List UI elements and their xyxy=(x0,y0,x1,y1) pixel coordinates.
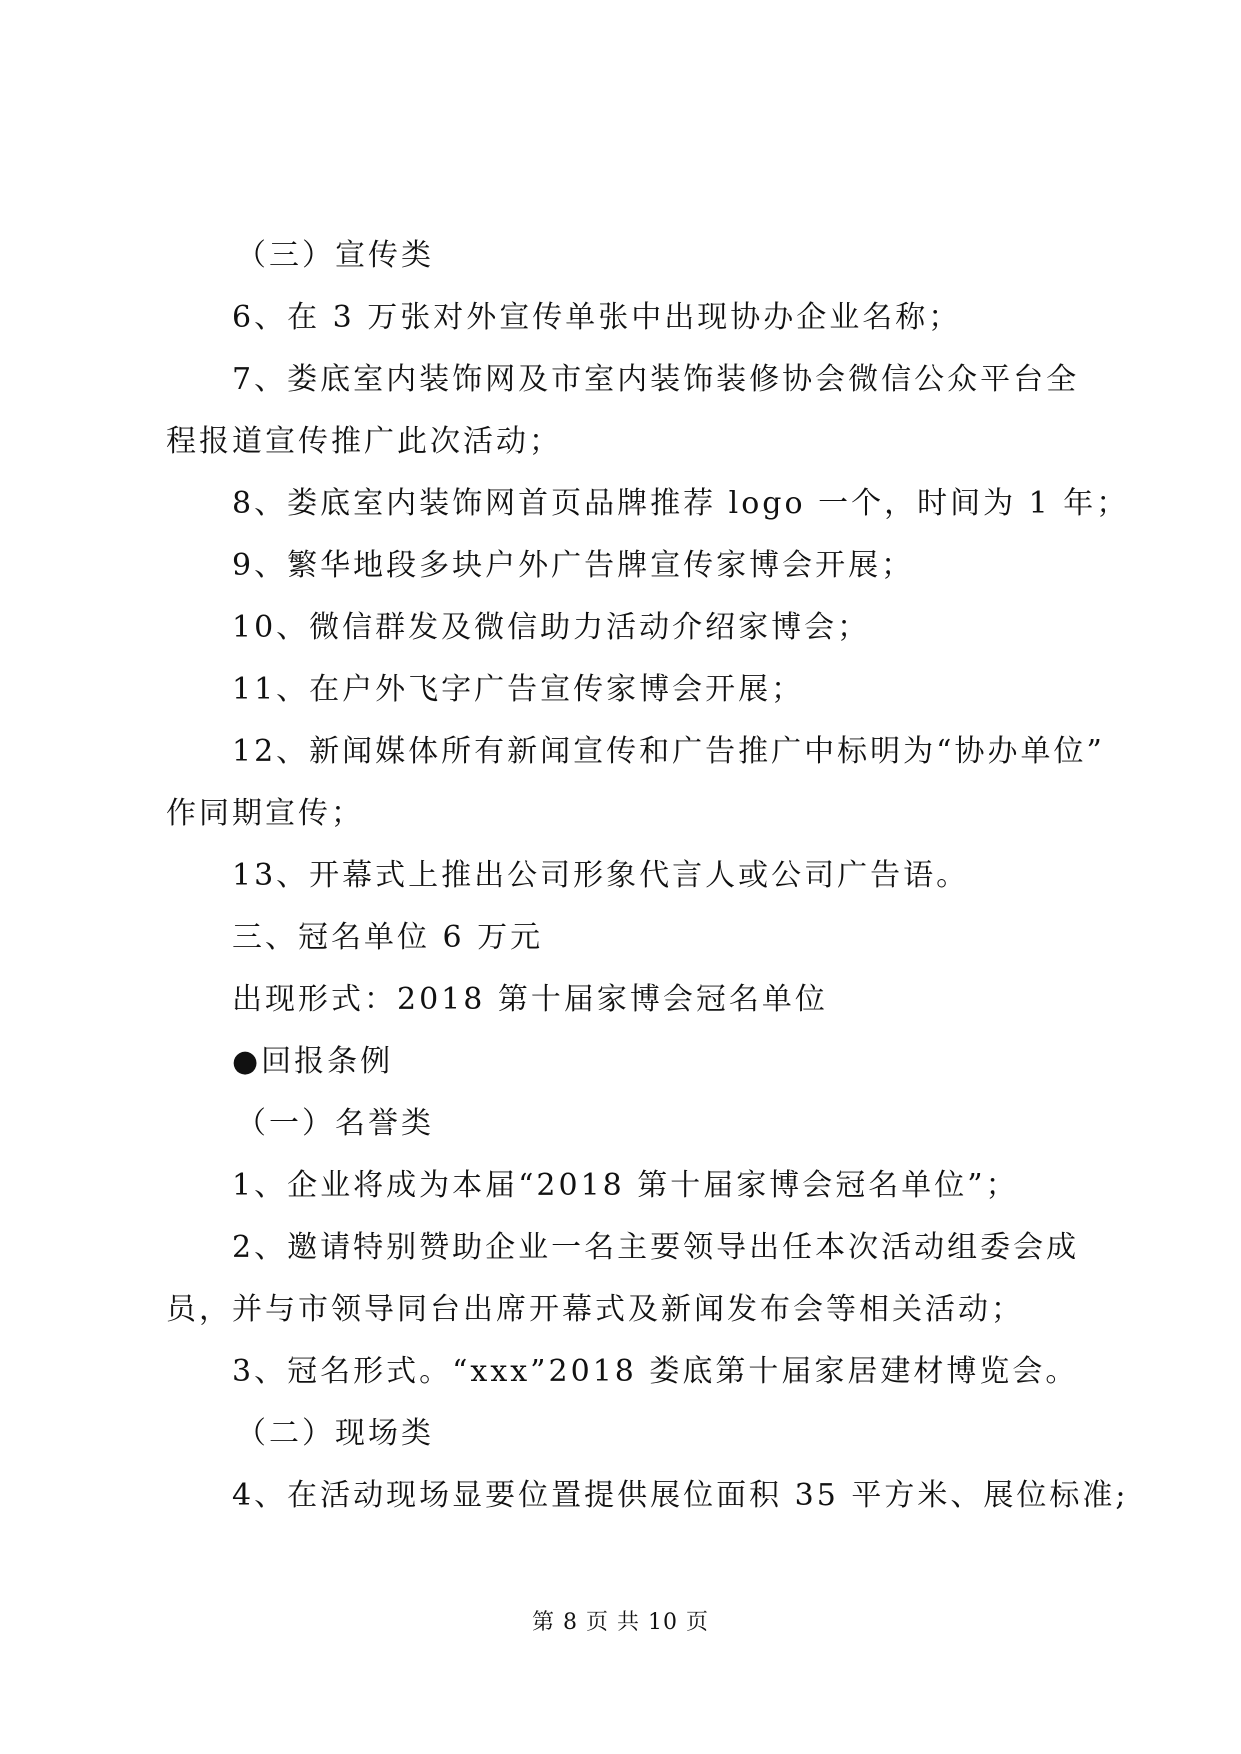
section-heading: 三、冠名单位 6 万元 xyxy=(232,920,544,955)
paragraph-line: 出现形式：2018 第十届家博会冠名单位 xyxy=(232,982,828,1017)
section-heading: （二）现场类 xyxy=(236,1416,434,1451)
paragraph-line: 4、在活动现场显要位置提供展位面积 35 平方米、展位标准; xyxy=(232,1478,1129,1513)
paragraph-line: 3、冠名形式。“xxx”2018 娄底第十届家居建材博览会。 xyxy=(232,1354,1079,1389)
paragraph-line: 9、繁华地段多块户外广告牌宣传家博会开展； xyxy=(232,548,915,583)
paragraph-line: 13、开幕式上推出公司形象代言人或公司广告语。 xyxy=(232,858,970,893)
paragraph-line: 11、在户外飞字广告宣传家博会开展； xyxy=(232,672,805,707)
paragraph-line: 7、娄底室内装饰网及市室内装饰装修协会微信公众平台全 xyxy=(232,362,1080,397)
bullet-heading: ●回报条例 xyxy=(232,1044,394,1079)
paragraph-line: 员，并与市领导同台出席开幕式及新闻发布会等相关活动； xyxy=(166,1292,1024,1327)
paragraph-line: 8、娄底室内装饰网首页品牌推荐 logo 一个，时间为 1 年； xyxy=(232,486,1130,521)
page-footer: 第 8 页 共 10 页 xyxy=(532,1610,709,1635)
paragraph-line: 6、在 3 万张对外宣传单张中出现协办企业名称； xyxy=(232,300,962,335)
paragraph-line: 程报道宣传推广此次活动； xyxy=(166,424,562,459)
paragraph-line: 12、新闻媒体所有新闻宣传和广告推广中标明为“协办单位” xyxy=(232,734,1105,769)
paragraph-line: 1、企业将成为本届“2018 第十届家博会冠名单位”； xyxy=(232,1168,1019,1203)
paragraph-line: 作同期宣传； xyxy=(166,796,364,831)
section-heading: （三）宣传类 xyxy=(236,238,434,273)
paragraph-line: 10、微信群发及微信助力活动介绍家博会； xyxy=(232,610,871,645)
paragraph-line: 2、邀请特别赞助企业一名主要领导出任本次活动组委会成 xyxy=(232,1230,1080,1265)
section-heading: （一）名誉类 xyxy=(236,1106,434,1141)
